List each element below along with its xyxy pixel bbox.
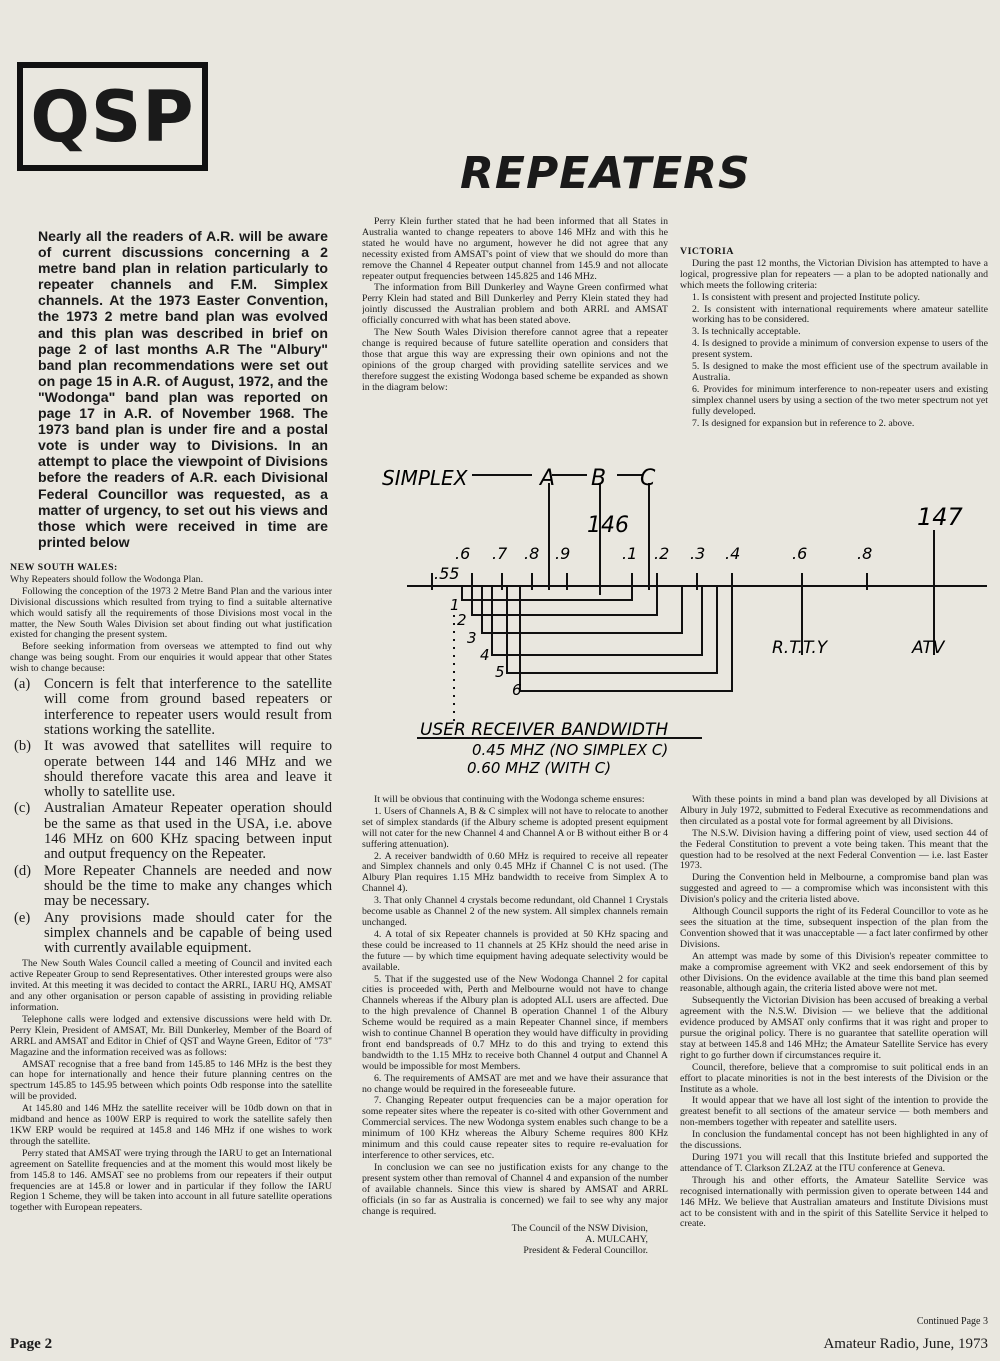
tick-label: .8 bbox=[857, 544, 873, 563]
signature-line: A. MULCAHY, bbox=[585, 1234, 648, 1246]
tick-label: .8 bbox=[524, 544, 540, 563]
bandwidth-note-2: 0.60 MHZ (WITH C) bbox=[467, 759, 612, 777]
list-label: (d) bbox=[14, 862, 32, 879]
list-item: 4. Is designed to provide a minimum of conversion expense to users of the present system. bbox=[692, 338, 988, 361]
body-paragraph: 4. A total of six Repeater channels is provided at 50 KHz spacing and these could be increased to 11 channels at 25 KHz should the need arise in the future — by which time equipment having adequate selectivity would be available. bbox=[362, 928, 668, 973]
body-paragraph: Although Council supports the right of its Federal Councillor to vote as he sees the situation at the time, subsequent inspection of the plan from the Convention showed that it was unacceptable — a fact later confirmed by other Divisions. bbox=[680, 906, 988, 950]
nsw-paragraph: AMSAT recognise that a free band from 145.85 to 146 MHz is the best they can hope for internationally and hence their future planning centres on the spectrum 145.85 to 145.95 between which points Odb response into the satellite will be provided. bbox=[10, 1058, 332, 1103]
tick-label: .7 bbox=[492, 544, 508, 563]
list-item bbox=[10, 677, 332, 738]
channel-label: 3 bbox=[467, 629, 477, 647]
body-paragraph: 1. Users of Channels A, B & C simplex will not have to relocate to another set of simplex standards (if the Albury scheme is adopted present equipment will not cater for the new Channel 4 and Channel A or B without either B or 4 suffering attenuation). bbox=[362, 805, 668, 850]
list-item: 2. Is consistent with international requirements where amateur satellite working has to be considered. bbox=[692, 303, 988, 326]
page-number: Page 2 bbox=[10, 1336, 53, 1352]
bandwidth-note-1: 0.45 MHZ (NO SIMPLEX C) bbox=[472, 741, 669, 759]
list-item: 5. Is designed to make the most efficient use of the spectrum available in Australia. bbox=[692, 361, 988, 383]
qsp-logo-box bbox=[17, 62, 208, 171]
body-paragraph: 6. The requirements of AMSAT are met and we have their assurance that no change would be required in the foreseeable future. bbox=[362, 1072, 668, 1095]
list-item: 3. Is technically acceptable. bbox=[692, 326, 801, 338]
channel-label: 6 bbox=[512, 681, 522, 699]
qsp-logo: QSP bbox=[30, 75, 195, 158]
signature-line: President & Federal Councillor. bbox=[523, 1245, 648, 1257]
list-label: (c) bbox=[14, 800, 31, 817]
body-paragraph: 2. A receiver bandwidth of 0.60 MHz is required to receive all repeater and Simplex channels and only 0.45 MHz if Channel C is not used. (The Albury Plan requires 1.15 MHz bandwidth to receive from Simplex A to Channel 4). bbox=[362, 850, 668, 895]
nsw-paragraph: Telephone calls were lodged and extensive discussions were held with Dr. Perry Klein, President of AMSAT, Mr. Bill Dunkerley, Member of the Board of ARRL and AMSAT and Editor in Chief of QST and Wayne Green, Editor of "73" Magazine and the information received was as follows: bbox=[10, 1013, 332, 1058]
intro-text: Nearly all the readers of A.R. will be aware of current discussions concerning a 2 metre band plan in relation particularly to repeater channels and F.M. Simplex channels. At the 1973 Easter Convention, the 1973 2 metre band plan was evolved and this plan was described in brief on page 2 of last months A.R The "Albury" band plan recommendations were set out on page 15 in A.R. of August, 1972, and the "Wodonga" band plan was reported on page 17 in A.R. of November 1968. The 1973 band plan is under fire and a postal vote is under way to Divisions. In an attempt to place the viewpoint of Divisions before the readers of A.R. each Divisional Federal Councillor was requested, as a matter of urgency, to set out his views and those which were received in time are printed below bbox=[38, 228, 328, 550]
list-text: Concern is felt that interference to the satellite will come from ground based repeaters or interference to repeater users would result from stations working the satellite. bbox=[44, 676, 332, 738]
band-plan-diagram bbox=[362, 455, 992, 785]
nsw-paragraph: The New South Wales Council called a meeting of Council and invited each active Repeater Group to send Representatives. Other interested groups were also invited. At this meeting it was decided to contact the ARRL, IARU HQ, AMSAT and any other organisation or person capable of assisting in providing reliable information. bbox=[10, 958, 332, 1014]
nsw-paragraph: At 145.80 and 146 MHz the satellite receiver will be 10db down on that in midband and hence as 100W ERP is required to work the satellite safely then 1KW ERP would be required at 145.8 and 146 MHz if one wishes to work through the satellite. bbox=[10, 1103, 332, 1147]
list-text: More Repeater Channels are needed and now should be the time to make any changes which may be necessary. bbox=[44, 862, 332, 910]
victoria-heading: VICTORIA bbox=[680, 247, 734, 257]
signature-block bbox=[362, 1223, 668, 1256]
channel-label: 2 bbox=[457, 611, 467, 629]
tick-label: .6 bbox=[792, 544, 808, 563]
freq-147: 147 bbox=[917, 503, 963, 531]
nsw-column bbox=[10, 563, 332, 1215]
nsw-subheading: Why Repeaters should follow the Wodonga Plan. bbox=[10, 573, 204, 585]
continued-note: Continued Page 3 bbox=[916, 1316, 988, 1327]
list-item bbox=[10, 739, 332, 800]
nsw-paragraph: Following the conception of the 1973 2 Metre Band Plan and the various inter Divisional discussions which resulted from trying to find a suitable alternative which would satisfy all the requirements of those Divisions most vocal in the matter, the New South Wales Division set about finding out what justification existed for changing the present system. bbox=[10, 585, 332, 641]
nsw-paragraph: Perry stated that AMSAT were trying through the IARU to get an International agreement on Satellite frequencies and at the moment this would most likely be from 145.8 to 146. AMSAT see no problems from our repeaters if their output frequencies are at 145.8 or lower and in particular if they follow the IARU Region 1 Scheme, they will be taken into account in all future satellite operations together with European repeaters. bbox=[10, 1147, 332, 1214]
tick-label: .9 bbox=[555, 544, 571, 563]
body-paragraph: 3. That only Channel 4 crystals become redundant, old Channel 1 Crystals become usable as Channel 2 of the new system. All simplex channels remain unchanged. bbox=[362, 895, 668, 928]
victoria-column bbox=[680, 247, 988, 431]
body-paragraph: 5. That if the suggested use of the New Wodonga Channel 2 for capital cities is proceeded with, Perth and Melbourne would not have to change Channels whereas if the Albury plan is adopted ALL users are affected. Due to the high prevalence of Channel B operation Channel 1 of the Albury Scheme would be required as a main Repeater Channel since, if members wish to continue Channel B operation they would have difficulty in providing front end bandspreads of 0.7 MHz to do this and trying to extend this bandwidth to the 1.15 MHz to receive both Channel 4 output and Channel A would be impossible for most Members. bbox=[362, 973, 668, 1072]
list-text: Australian Amateur Repeater operation should be the same as that used in the USA, i.e. above 146 MHz on 600 KHz spacing between input and output frequency on the Repeater. bbox=[44, 800, 332, 863]
nsw-continued-top bbox=[362, 217, 668, 395]
tick-label: .1 bbox=[622, 544, 638, 563]
list-item bbox=[10, 801, 332, 862]
atv-label: ATV bbox=[912, 638, 945, 658]
simplex-label: SIMPLEX bbox=[382, 466, 468, 490]
body-paragraph: Through his and other efforts, the Amateur Satellite Service was recognised internationally with permission given to operate between 144 and 146 MHz. We believe that Australian amateurs and Institute Divisions must act to be consistent with and in the spirit of this Satellite Service it helped to create. bbox=[680, 1174, 988, 1230]
list-item: 7. Is designed for expansion but in reference to 2. above. bbox=[692, 417, 915, 429]
simplex-c: C bbox=[640, 466, 656, 491]
rtty-label: R.T.T.Y bbox=[772, 638, 828, 658]
criteria-list bbox=[680, 293, 988, 430]
body-paragraph: During the past 12 months, the Victorian Division has attempted to have a logical, progressive plan for repeaters — a plan to be adopted nationally and which meets the following criteria: bbox=[680, 257, 988, 291]
tick-label: .3 bbox=[690, 544, 706, 563]
channel-label: 1 bbox=[450, 596, 460, 614]
body-paragraph: It would appear that we have all lost sight of the intention to provide the greatest benefit to all sections of the amateur service — both members and non-members together with repeater and satellite users. bbox=[680, 1095, 988, 1129]
list-item: 6. Provides for minimum interference to non-repeater users and existing simplex channel users by using a section of the two meter spectrum not yet fully developed. bbox=[692, 383, 988, 417]
channel-label: 4 bbox=[480, 646, 490, 664]
signature-line: The Council of the NSW Division, bbox=[511, 1223, 648, 1235]
body-paragraph: In conclusion we can see no justification exists for any change to the present system other than removal of Channel 4 and expansion of the number of available channels. Since this view is shared by AMSAT and ARRL officials (in so far as Australia is concerned) we fail to see why any major change is required. bbox=[362, 1161, 668, 1217]
body-paragraph: Subsequently the Victorian Division has been accused of breaking a verbal agreement with the N.S.W. Division — we believe that the additional evidence produced by AMSAT only confirms that it was right and proper to pursue the original policy. There is no guarantee that satellite operation will stay at between 145.8 and 146 MHz; the Amateur Satellite Service has every right to go further down if circumstances require it. bbox=[680, 995, 988, 1061]
nsw-conclusions bbox=[362, 795, 668, 1256]
channel-label: 5 bbox=[495, 663, 505, 681]
list-item bbox=[10, 864, 332, 910]
simplex-b: B bbox=[591, 466, 607, 491]
body-paragraph: 7. Changing Repeater output frequencies can be a major operation for some repeater sites where the repeater is co-sited with other Government and Commercial services. The new Wodonga system enables such change to be a minimum of 100 KHz whereas the Albury Scheme requires 800 KHz minimum and this could cause repeater sites to require re-evaluation for interference to other services, etc. bbox=[362, 1095, 668, 1161]
nsw-heading: NEW SOUTH WALES: bbox=[10, 563, 118, 573]
victoria-continued bbox=[680, 795, 988, 1231]
body-paragraph: The information from Bill Dunkerley and Wayne Green confirmed what Perry Klein had stated and Bill Dunkerley and Perry Klein stated they had jointly discussed the Australian problem and both ARRL and AMSAT officially concurred with what has been stated above. bbox=[362, 282, 668, 327]
tick-label: .4 bbox=[725, 544, 741, 563]
body-paragraph: Council, therefore, believe that a compromise to suit political ends in an effort to placate minorities is not in the best interests of the Division or the Institute as a whole. bbox=[680, 1061, 988, 1095]
body-paragraph: An attempt was made by some of this Division's repeater committee to make a compromise agreement with VK2 and seek endorsement of this by other Divisions. On the evidence available at the time this band plan seemed reasonable, although again, the criteria listed above were not met. bbox=[680, 950, 988, 995]
bandwidth-title: USER RECEIVER BANDWIDTH bbox=[420, 720, 669, 740]
list-label: (a) bbox=[14, 676, 31, 693]
tick-label: .2 bbox=[654, 544, 670, 563]
simplex-a: A bbox=[540, 466, 556, 491]
publication-footer: Amateur Radio, June, 1973 bbox=[823, 1336, 988, 1352]
tick-label: .6 bbox=[455, 544, 471, 563]
list-item: 1. Is consistent with present and projected Institute policy. bbox=[692, 291, 920, 303]
body-paragraph: With these points in mind a band plan was developed by all Divisions at Albury in July 1972, submitted to Federal Executive as recommendations and then circulated as a postal vote for formal agreement by all Divisions. bbox=[680, 795, 988, 827]
body-paragraph: It will be obvious that continuing with the Wodonga scheme ensures: bbox=[374, 795, 645, 805]
body-paragraph: During 1971 you will recall that this Institute briefed and supported the attendance of T. Clarkson ZL2AZ at the ITU conference at Geneva. bbox=[680, 1152, 988, 1174]
body-paragraph: During the Convention held in Melbourne, a compromise band plan was suggested and agreed to — a compromise which was inconsistent with this Division's policy and the criteria listed above. bbox=[680, 872, 988, 906]
body-paragraph: The New South Wales Division therefore cannot agree that a repeater change is required because of future satellite operation and considers that those that argue this way are expressing their own opinions and not the opinions of the group charged with providing satellite services and we therefore suggest the existing Wodonga based scheme be expanded as shown in the diagram below: bbox=[362, 327, 668, 393]
body-paragraph: Perry Klein further stated that he had been informed that all States in Australia wanted to change repeaters to above 146 MHz and with this he stated he would have no argument, however he did not agree that any necessity existed from AMSAT's point of view that we should do more than remove the Channel 4 Repeater output channel from 145.9 and not allocate repeater output frequencies between 145.825 and 146 MHz. bbox=[362, 217, 668, 282]
list-label: (b) bbox=[14, 738, 32, 755]
nsw-paragraph: Before seeking information from overseas we attempted to find out why change was being sought. From our enquiries it would appear that other States wish to change because: bbox=[10, 641, 332, 675]
list-text: Any provisions made should cater for the simplex channels and be capable of being used with currently available equipment. bbox=[44, 909, 332, 957]
list-text: It was avowed that satellites will require to operate between 144 and 146 MHz and we should therefore vacate this area and leave it wholly to satellite use. bbox=[44, 738, 332, 801]
freq-146: 146 bbox=[587, 513, 629, 538]
page-title: REPEATERS bbox=[460, 148, 751, 199]
list-label: (e) bbox=[14, 909, 31, 926]
body-paragraph: In conclusion the fundamental concept has not been highlighted in any of the discussions. bbox=[680, 1129, 988, 1152]
tick-label: .55 bbox=[434, 564, 460, 583]
list-item bbox=[10, 911, 332, 957]
body-paragraph: The N.S.W. Division having a differing point of view, used section 44 of the Federal Constitution to prevent a vote being taken. This meant that the question had to be resolved at the next Federal Convention — i.e. last Easter 1973. bbox=[680, 827, 988, 872]
nsw-reasons-list bbox=[10, 677, 332, 956]
intro-paragraph bbox=[38, 228, 328, 550]
